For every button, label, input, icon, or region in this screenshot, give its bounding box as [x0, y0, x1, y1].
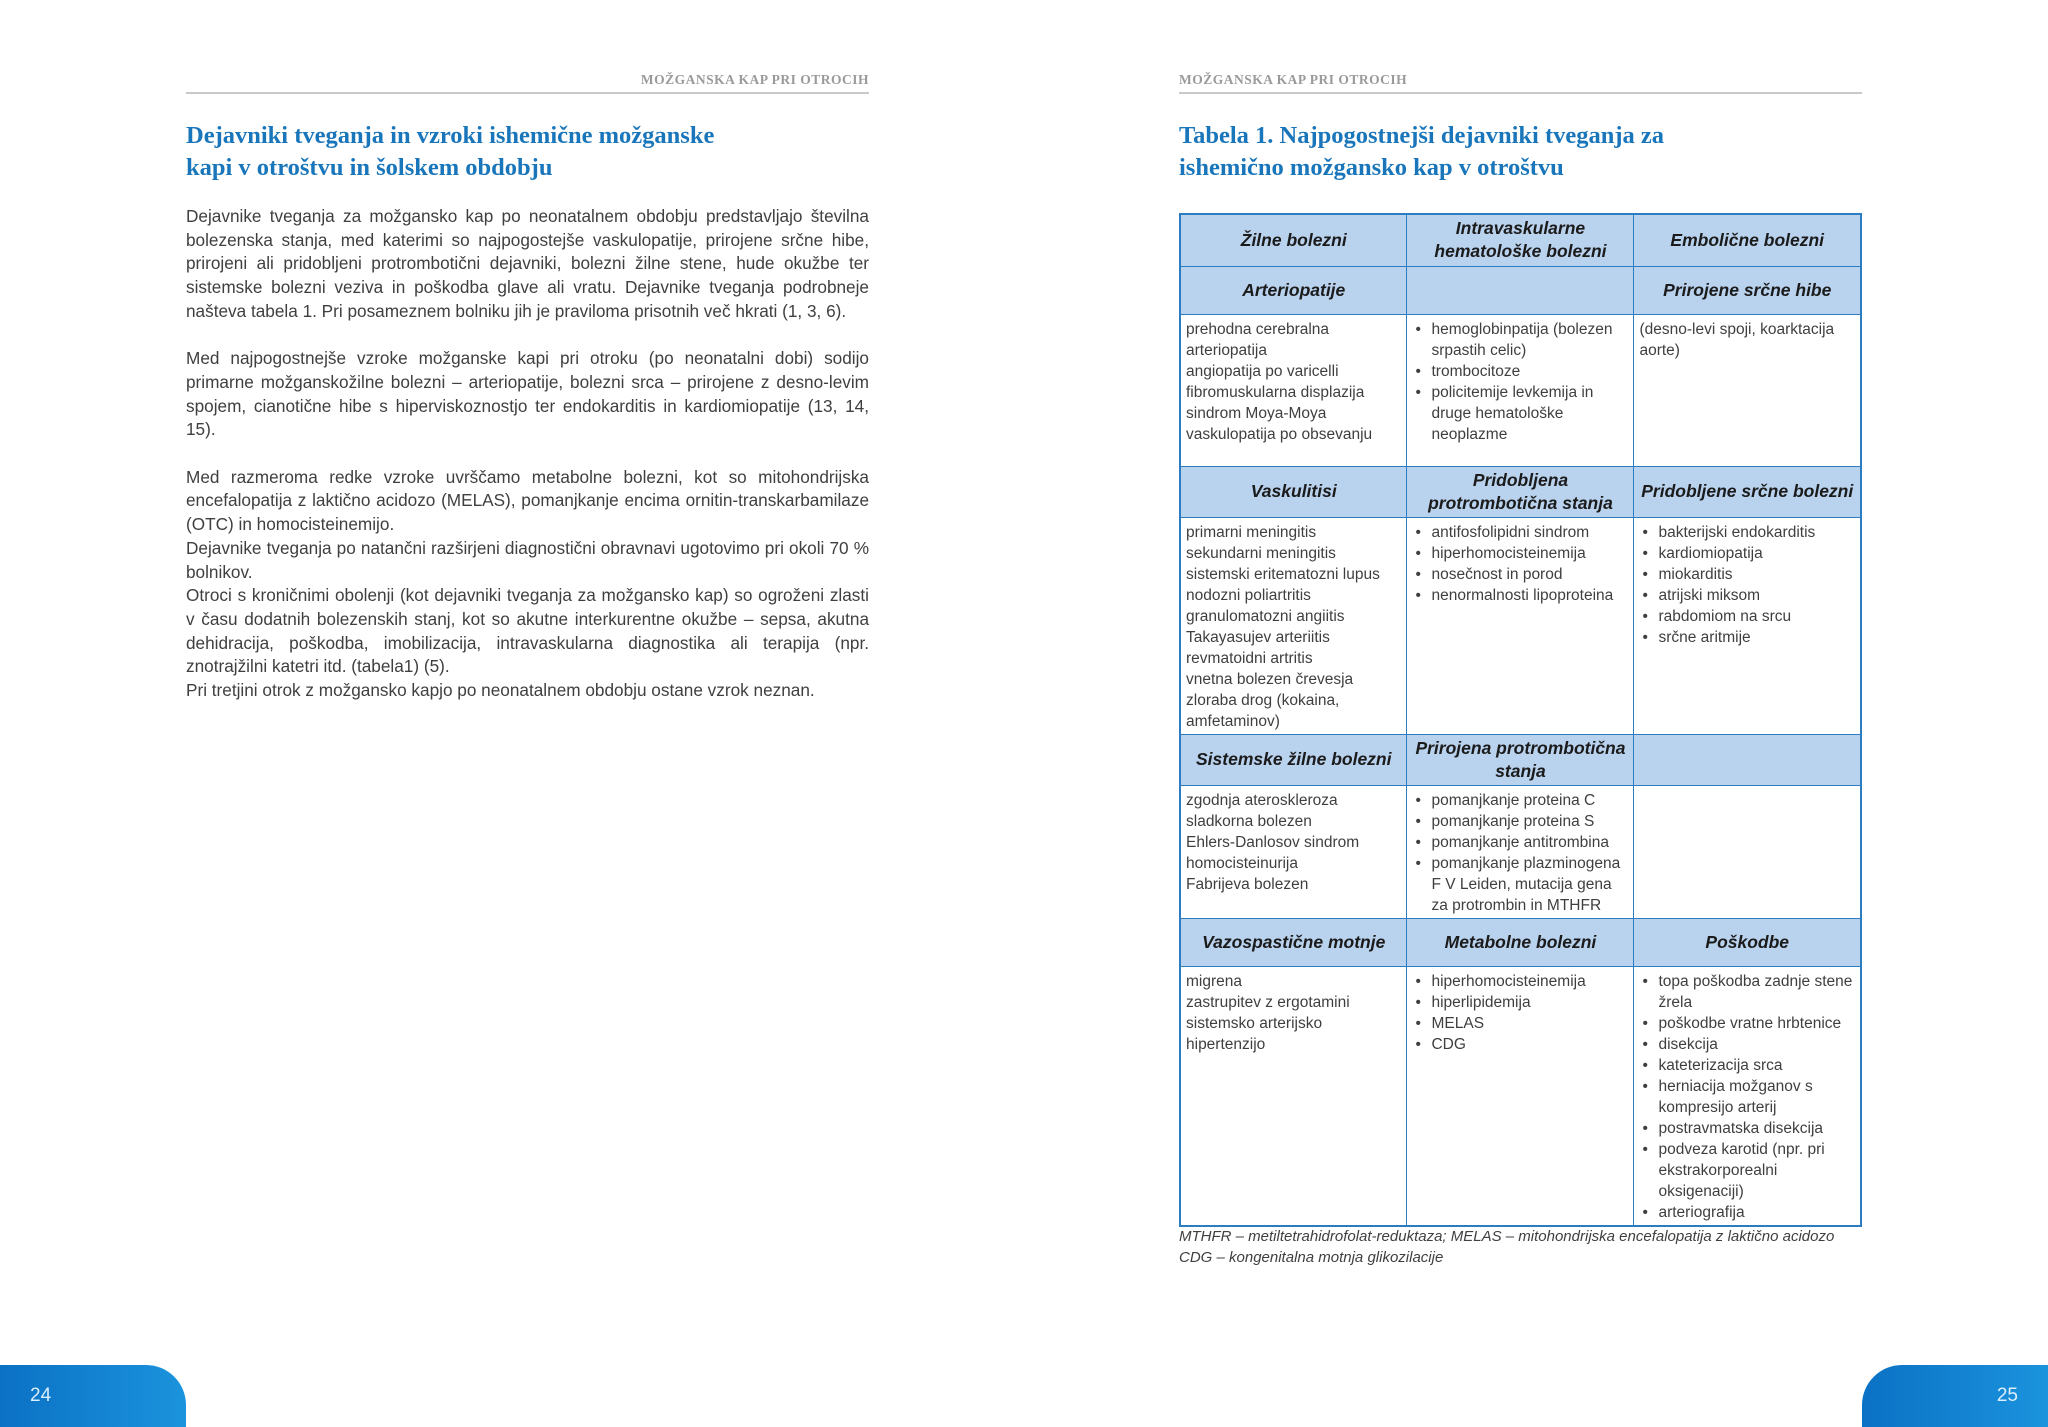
list-item: • trombocitoze: [1412, 361, 1628, 382]
list-item: • hemoglobinpatija (bolezen srpastih celic): [1412, 319, 1628, 361]
table-subheader-cell: Pridobljena protrombotična stanja: [1407, 466, 1634, 517]
table-subheader-cell: Metabolne bolezni: [1407, 918, 1634, 966]
list-item: fibromuskularna displazija: [1186, 383, 1365, 401]
list-item: • nenormalnosti lipoproteina: [1412, 585, 1628, 606]
list-item: • kateterizacija srca: [1639, 1055, 1855, 1076]
footnote-line: CDG – kongenitalna motnja glikozilacije: [1179, 1249, 1444, 1266]
list-item: • pomanjkanje plazminogena F V Leiden, mutacija gena za protrombin in MTHFR: [1412, 853, 1628, 916]
list-item: granulomatozni angiitis: [1186, 607, 1345, 625]
section-title-line1: Dejavniki tveganja in vzroki ishemične možganske: [186, 122, 715, 149]
list-item: • CDG: [1412, 1034, 1628, 1055]
list-item: • srčne aritmije: [1639, 627, 1855, 648]
section-title: [186, 120, 869, 184]
list-item: angiopatija po varicelli: [1186, 362, 1339, 380]
table-subheader-cell: Vaskulitisi: [1180, 466, 1407, 517]
list-item: • herniacija možganov s kompresijo arterij: [1639, 1076, 1855, 1118]
list-item: sistemski eritematozni lupus: [1186, 565, 1380, 583]
list-item: • topa poškodba zadnje stene žrela: [1639, 971, 1855, 1013]
table-title-line1: Tabela 1. Najpogostnejši dejavniki tveganja za: [1179, 122, 1665, 149]
list-item: Fabrijeva bolezen: [1186, 875, 1309, 893]
table-subheader-cell: Poškodbe: [1634, 918, 1861, 966]
table-header-cell: Žilne bolezni: [1180, 214, 1407, 266]
table-subheader-cell: [1634, 734, 1861, 785]
list-item: • hiperhomocisteinemija: [1412, 543, 1628, 564]
table-title-line2: ishemično možgansko kap v otroštvu: [1179, 154, 1564, 181]
table-subheader-cell: Pridobljene srčne bolezni: [1634, 466, 1861, 517]
table-header-cell: Embolične bolezni: [1634, 214, 1861, 266]
list-item: sindrom Moya-Moya: [1186, 404, 1327, 422]
list-item: Ehlers-Danlosov sindrom: [1186, 833, 1360, 851]
list-item: • arteriografija: [1639, 1202, 1855, 1223]
list-item: sladkorna bolezen: [1186, 812, 1312, 830]
list-item: • kardiomiopatija: [1639, 543, 1855, 564]
risk-factors-table: [1179, 213, 1862, 1227]
list-item: vaskulopatija po obsevanju: [1186, 425, 1373, 443]
list-item: nodozni poliartritis: [1186, 586, 1311, 604]
table-subheader-cell: Prirojene srčne hibe: [1634, 266, 1861, 314]
list-item: • atrijski miksom: [1639, 585, 1855, 606]
list-item: • antifosfolipidni sindrom: [1412, 522, 1628, 543]
list-item: revmatoidni artritis: [1186, 649, 1313, 667]
table-cell: [1634, 785, 1861, 918]
table-header-cell: Intravaskularne hematološke bolezni: [1407, 214, 1634, 266]
page-number: 24: [0, 1365, 186, 1427]
list-item: • bakterijski endokarditis: [1639, 522, 1855, 543]
table-subheader-cell: Sistemske žilne bolezni: [1180, 734, 1407, 785]
running-head: MOŽGANSKA KAP PRI OTROCIH: [186, 72, 869, 94]
running-head: MOŽGANSKA KAP PRI OTROCIH: [1179, 72, 1862, 94]
table-subheader-cell: [1407, 266, 1634, 314]
paragraph: Dejavnike tveganja po natančni razširjeni diagnostični obravnavi ugotovimo pri okoli 70 % bolnikov.: [186, 537, 869, 582]
table-title: [1179, 120, 1862, 184]
bullet-list: [1412, 790, 1628, 916]
paragraph: Otroci s kroničnimi obolenji (kot dejavniki tveganja za možgansko kap) so ogroženi zlasti v času dodatnih bolezenskih stanj, kot so akutne interkurentne okužbe – sepsa, akutna dehidracija, poškodba, imobilizacija, intravaskularna diagnostika ali terapija (npr. znotrajžilni katetri itd. (tabela1) (5).: [186, 585, 869, 677]
footnote-line: MTHFR – metiltetrahidrofolat-reduktaza; MELAS – mitohondrijska encefalopatija z laktično acidozo: [1179, 1228, 1835, 1245]
right-page: [1024, 0, 2048, 1427]
paragraph: Pri tretjini otrok z možgansko kapjo po neonatalnem obdobju ostane vzrok neznan.: [186, 680, 815, 701]
list-item: • hiperhomocisteinemija: [1412, 971, 1628, 992]
list-item: primarni meningitis: [1186, 523, 1317, 541]
page-number: 25: [1862, 1365, 2048, 1427]
list-item: • nosečnost in porod: [1412, 564, 1628, 585]
list-item: • disekcija: [1639, 1034, 1855, 1055]
table-cell: [1634, 314, 1861, 466]
table-subheader-cell: Prirojena protrombotična stanja: [1407, 734, 1634, 785]
list-item: (desno-levi spoji, koarktacija aorte): [1639, 320, 1835, 359]
list-item: migrena: [1186, 972, 1242, 990]
list-item: • MELAS: [1412, 1013, 1628, 1034]
list-item: • postravmatska disekcija: [1639, 1118, 1855, 1139]
paragraph: Dejavnike tveganja za možgansko kap po neonatalnem obdobju predstavljajo številna bolezenska stanja, med katerimi so najpogostejše vaskulopatije, prirojene srčne hibe, prirojeni ali pridobljeni protrombotični dejavniki, bolezni žilne stene, hude okužbe ter sistemske bolezni veziva in poškodba glave ali vratu. Dejavnike tveganja podrobneje našteva tabela 1. Pri posameznem bolniku jih je praviloma prisotnih več hkrati (1, 3, 6).: [186, 206, 869, 321]
list-item: Takayasujev arteriitis: [1186, 628, 1330, 646]
list-item: homocisteinurija: [1186, 854, 1298, 872]
table-cell: [1407, 517, 1634, 734]
list-item: • miokarditis: [1639, 564, 1855, 585]
list-item: zloraba drog (kokaina, amfetaminov): [1186, 691, 1340, 730]
bullet-list: [1639, 971, 1855, 1223]
table-cell: [1180, 966, 1407, 1226]
list-item: prehodna cerebralna arteriopatija: [1186, 320, 1330, 359]
paragraph: Med najpogostnejše vzroke možganske kapi pri otroku (po neonatalni dobi) sodijo primarne možganskožilne bolezni – arteriopatije, bolezni srca – prirojene z desno-levim spojem, cianotične hibe s hiperviskoznostjo ter endokarditis in kardiomiopatije (13, 14, 15).: [186, 348, 869, 440]
list-item: • pomanjkanje proteina S: [1412, 811, 1628, 832]
table-subheader-cell: Vazospastične motnje: [1180, 918, 1407, 966]
bullet-list: [1412, 522, 1628, 606]
list-item: • policitemije levkemija in druge hematološke neoplazme: [1412, 382, 1628, 445]
list-item: • pomanjkanje proteina C: [1412, 790, 1628, 811]
list-item: • poškodbe vratne hrbtenice: [1639, 1013, 1855, 1034]
table-cell: [1407, 785, 1634, 918]
table-cell: [1634, 517, 1861, 734]
list-item: • hiperlipidemija: [1412, 992, 1628, 1013]
table-cell: [1180, 785, 1407, 918]
table-footnote: [1179, 1226, 1862, 1268]
list-item: • podveza karotid (npr. pri ekstrakorporealni oksigenaciji): [1639, 1139, 1855, 1202]
paragraph: Med razmeroma redke vzroke uvrščamo metabolne bolezni, kot so mitohondrijska encefalopatija z laktično acidozo (MELAS), pomanjkanje encima ornitin-transkarbamilaze (OTC) in homocisteinemijo.: [186, 466, 869, 535]
bullet-list: [1639, 522, 1855, 648]
table-cell: [1407, 966, 1634, 1226]
table-cell: [1180, 517, 1407, 734]
list-item: zastrupitev z ergotamini: [1186, 993, 1350, 1011]
section-title-line2: kapi v otroštvu in šolskem obdobju: [186, 154, 553, 181]
list-item: sistemsko arterijsko hipertenzijo: [1186, 1014, 1323, 1053]
bullet-list: [1412, 319, 1628, 445]
table-cell: [1180, 314, 1407, 466]
list-item: sekundarni meningitis: [1186, 544, 1336, 562]
list-item: • pomanjkanje antitrombina: [1412, 832, 1628, 853]
table-cell: [1407, 314, 1634, 466]
table-subheader-cell: Arteriopatije: [1180, 266, 1407, 314]
table-cell: [1634, 966, 1861, 1226]
list-item: zgodnja ateroskleroza: [1186, 791, 1338, 809]
list-item: vnetna bolezen črevesja: [1186, 670, 1354, 688]
body-text: [186, 205, 869, 703]
list-item: • rabdomiom na srcu: [1639, 606, 1855, 627]
bullet-list: [1412, 971, 1628, 1055]
